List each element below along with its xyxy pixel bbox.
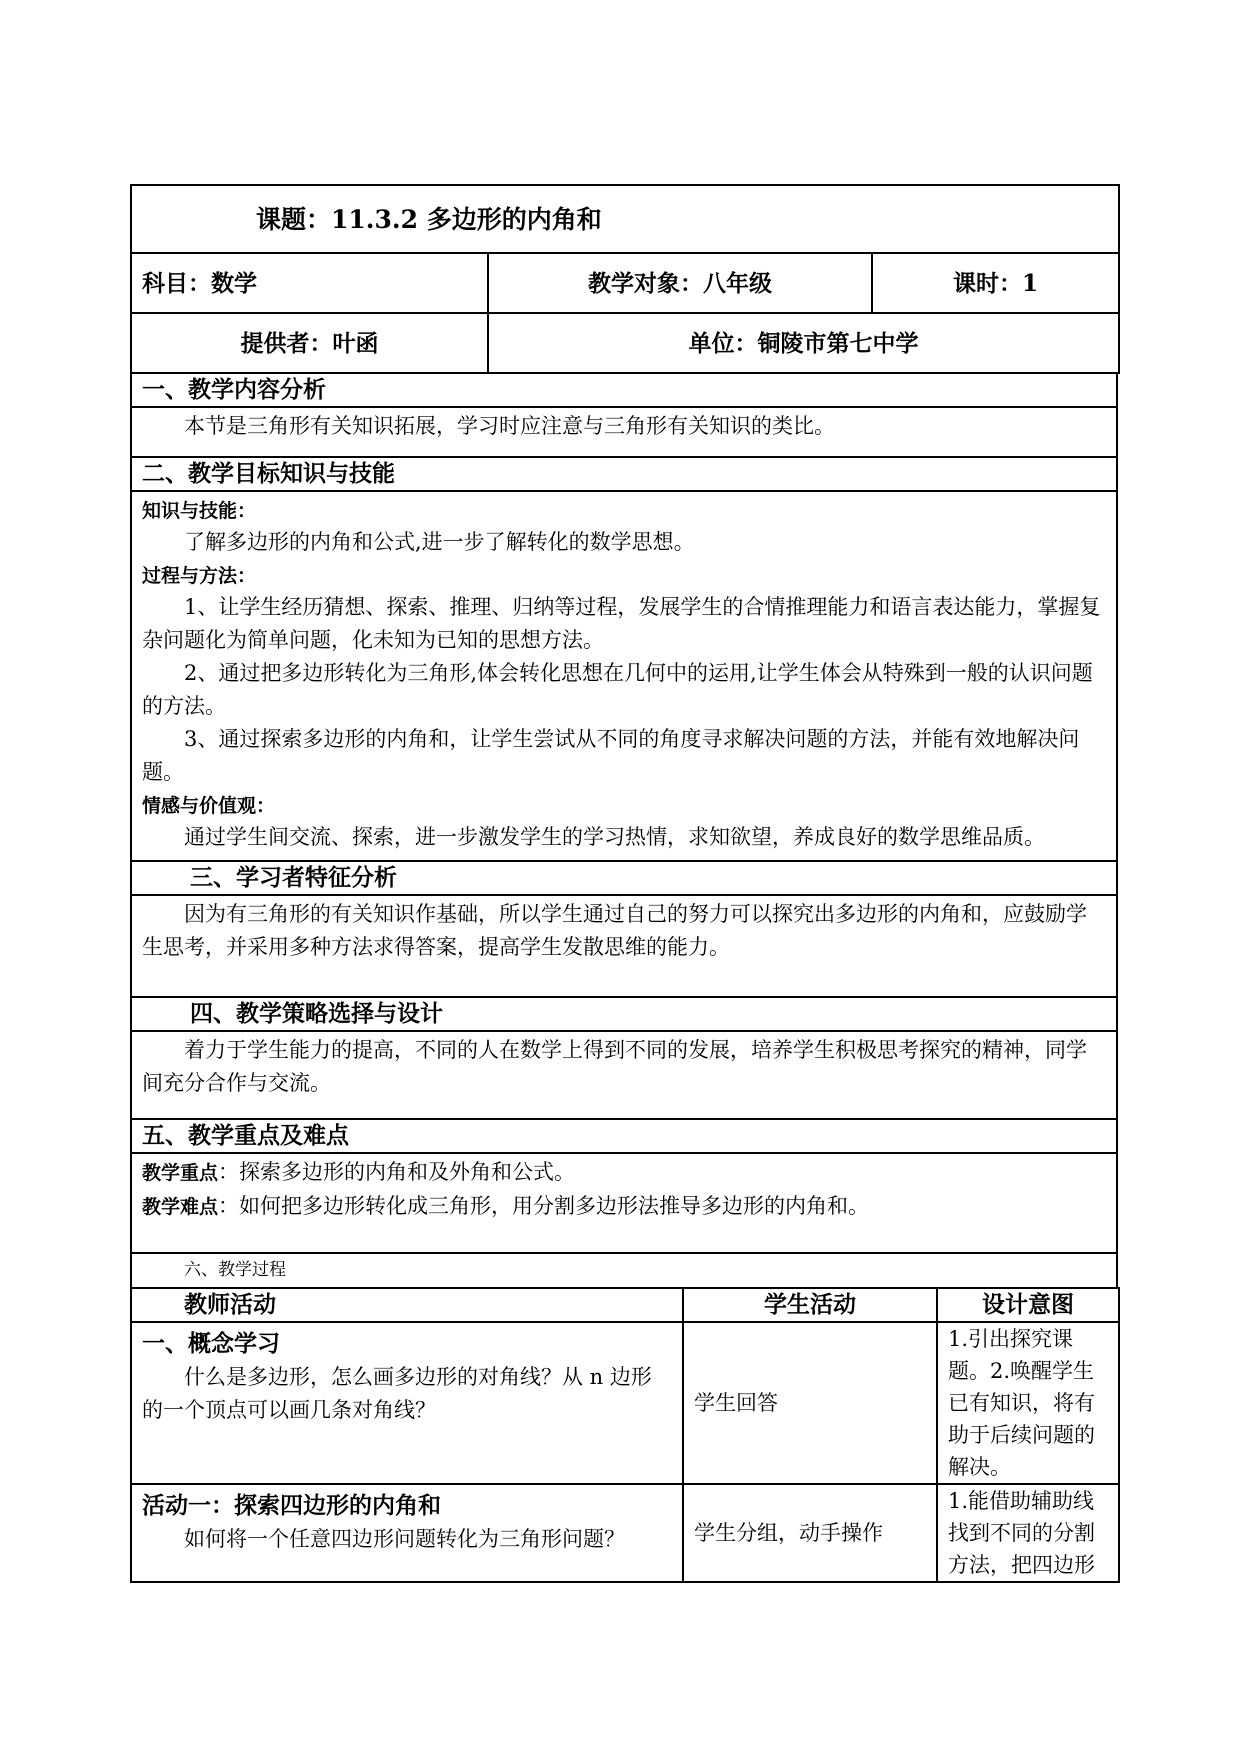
student-activity: 学生回答 xyxy=(683,1322,937,1484)
section-3-heading: 三、学习者特征分析 xyxy=(131,861,1117,895)
process-method-item-1: 1、让学生经历猜想、探索、推理、归纳等过程，发展学生的合情推理能力和语言表达能力，掌握复杂问题化为简单问题，化未知为已知的思想方法。 xyxy=(142,595,1101,652)
lesson-title: 课题：11.3.2 多边形的内角和 xyxy=(131,185,1119,253)
section-5-heading: 五、教学重点及难点 xyxy=(131,1119,1117,1153)
design-intent-header: 设计意图 xyxy=(937,1288,1119,1322)
student-activity-header: 学生活动 xyxy=(683,1288,937,1322)
section-2-heading: 二、教学目标知识与技能 xyxy=(131,457,1117,491)
process-table xyxy=(130,1287,1120,1583)
period-cell: 课时：1 xyxy=(872,253,1119,313)
knowledge-skill-label: 知识与技能： xyxy=(142,500,257,522)
key-point-label: 教学重点 xyxy=(142,1162,219,1184)
emotion-value-label: 情感与价值观： xyxy=(142,795,276,817)
table-row xyxy=(131,1322,1119,1484)
teacher-activity-header: 教师活动 xyxy=(131,1288,683,1322)
target-cell: 教学对象：八年级 xyxy=(488,253,872,313)
header-table xyxy=(130,184,1120,374)
section-1-text: 本节是三角形有关知识拓展，学习时应注意与三角形有关知识的类比。 xyxy=(184,414,835,438)
section-4-text: 着力于学生能力的提高，不同的人在数学上得到不同的发展，培养学生积极思考探究的精神，同学间充分合作与交流。 xyxy=(142,1038,1087,1095)
section-1-heading: 一、教学内容分析 xyxy=(131,373,1117,407)
activity-text: 如何将一个任意四边形问题转化为三角形问题？ xyxy=(184,1527,625,1551)
section-4-heading: 四、教学策略选择与设计 xyxy=(131,997,1117,1031)
difficult-point-line xyxy=(142,1190,1106,1224)
section-6-heading: 六、教学过程 xyxy=(131,1253,1117,1288)
activity-text: 什么是多边形，怎么画多边形的对角线？从 n 边形的一个顶点可以画几条对角线？ xyxy=(142,1365,652,1422)
unit-cell: 单位：铜陵市第七中学 xyxy=(488,313,1119,373)
difficult-point-label: 教学难点 xyxy=(142,1196,219,1218)
process-method-label: 过程与方法： xyxy=(142,565,257,587)
key-point-line xyxy=(142,1156,1106,1190)
design-intent: 1.引出探究课题。2.唤醒学生已有知识，将有助于后续问题的解决。 xyxy=(937,1322,1119,1484)
emotion-value-text: 通过学生间交流、探索，进一步激发学生的学习热情，求知欲望，养成良好的数学思维品质。 xyxy=(184,825,1045,849)
process-method-item-2: 2、通过把多边形转化为三角形,体会转化思想在几何中的运用,让学生体会从特殊到一般的认识问题的方法。 xyxy=(142,661,1093,718)
knowledge-skill-text: 了解多边形的内角和公式,进一步了解转化的数学思想。 xyxy=(184,530,695,554)
difficult-point-text: ：如何把多边形转化成三角形，用分割多边形法推导多边形的内角和。 xyxy=(218,1194,870,1218)
subject-cell: 科目：数学 xyxy=(131,253,488,313)
process-method-item-3: 3、通过探索多边形的内角和，让学生尝试从不同的角度寻求解决问题的方法，并能有效地解决问题。 xyxy=(142,727,1080,784)
table-row xyxy=(131,1484,1119,1582)
student-activity: 学生分组，动手操作 xyxy=(683,1484,937,1582)
design-intent: 1.能借助辅助线找到不同的分割方法，把四边形 xyxy=(937,1484,1119,1582)
activity-title: 活动一：探索四边形的内角和 xyxy=(142,1492,441,1519)
content-table xyxy=(130,372,1118,1289)
provider-cell: 提供者：叶函 xyxy=(131,313,488,373)
activity-title: 一、概念学习 xyxy=(142,1330,280,1357)
key-point-text: ：探索多边形的内角和及外角和公式。 xyxy=(218,1160,576,1184)
lesson-plan-page xyxy=(130,184,1118,1583)
section-3-text: 因为有三角形的有关知识作基础，所以学生通过自己的努力可以探究出多边形的内角和，应鼓励学生思考，并采用多种方法求得答案，提高学生发散思维的能力。 xyxy=(142,902,1087,959)
